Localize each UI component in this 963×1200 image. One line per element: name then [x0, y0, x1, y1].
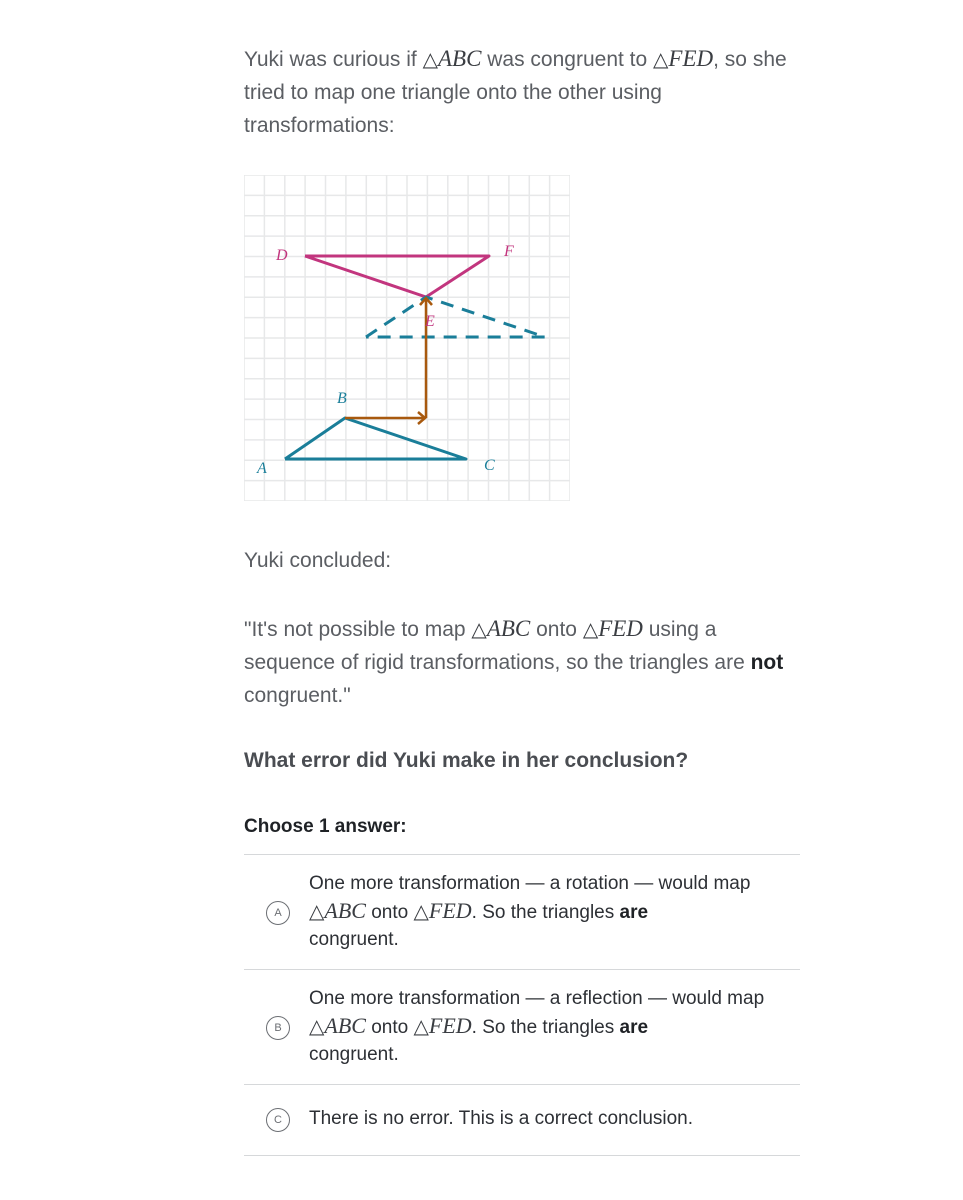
choice-c-letter-icon: C	[266, 1108, 290, 1132]
choice-text: One more transformation — a rotation — would map	[309, 873, 751, 894]
quote-text: congruent."	[244, 684, 351, 707]
triangle-symbol: △	[422, 47, 438, 71]
quote-text: "It's not possible to map	[244, 618, 472, 641]
quote-text: onto	[530, 618, 583, 641]
concluded-text: Yuki concluded:	[244, 549, 392, 572]
math-triangle-fed	[653, 46, 713, 71]
math-triangle-abc	[423, 46, 482, 71]
intro-paragraph	[244, 42, 800, 142]
math-abc: ABC	[324, 898, 366, 923]
choice-a-text	[309, 870, 789, 953]
choice-bold: are	[619, 1017, 649, 1038]
quote-text: using a sequence of rigid transformations, so the triangles are	[244, 618, 751, 674]
label-c: C	[484, 457, 495, 474]
intro-text: was congruent to	[481, 48, 654, 71]
intro-text: , so she tried to map one triangle onto the other using transformations:	[244, 48, 787, 137]
triangle-symbol: △	[582, 617, 599, 641]
choice-text: congruent.	[309, 1044, 399, 1065]
label-d: D	[276, 247, 288, 264]
quote-bold-not: not	[750, 651, 784, 674]
question-prompt: What error did Yuki make in her conclusion?	[244, 749, 689, 772]
math-triangle-fed	[583, 616, 643, 641]
choice-text: congruent.	[309, 929, 399, 950]
choose-label: Choose 1 answer:	[244, 816, 407, 837]
triangle-symbol: △	[653, 47, 669, 71]
choice-text: onto	[365, 1017, 414, 1038]
choice-text: . So the triangles	[471, 1017, 620, 1038]
math-triangle-abc	[309, 1013, 366, 1038]
triangle-symbol: △	[413, 1014, 429, 1038]
math-triangle-abc	[471, 616, 530, 641]
math-abc: ABC	[486, 616, 531, 641]
math-triangle-fed	[414, 898, 472, 923]
triangle-abc	[285, 418, 466, 459]
choice-text: onto	[365, 902, 414, 923]
choice-b-letter-icon: B	[266, 1016, 290, 1040]
label-b: B	[337, 390, 347, 407]
choice-c-text: There is no error. This is a correct conclusion.	[309, 1108, 694, 1129]
choice-bold: are	[619, 902, 649, 923]
intro-text: Yuki was curious if	[244, 48, 423, 71]
label-a: A	[257, 460, 267, 477]
math-triangle-fed	[414, 1013, 472, 1038]
answer-choices	[244, 854, 800, 1156]
math-abc: ABC	[324, 1013, 366, 1038]
choice-text: . So the triangles	[471, 902, 620, 923]
math-fed: FED	[428, 1013, 472, 1038]
math-triangle-abc	[309, 898, 366, 923]
label-e: E	[425, 313, 435, 330]
math-fed: FED	[428, 898, 472, 923]
quote-paragraph	[244, 612, 800, 712]
choice-b-text	[309, 985, 789, 1068]
triangle-symbol: △	[471, 617, 487, 641]
triangle-symbol: △	[413, 899, 429, 923]
choice-a[interactable]	[244, 855, 800, 970]
math-abc: ABC	[437, 46, 482, 71]
triangle-symbol: △	[309, 899, 325, 923]
math-fed: FED	[598, 616, 643, 641]
choice-text: One more transformation — a reflection — would map	[309, 988, 765, 1009]
label-f: F	[504, 243, 514, 260]
choice-c[interactable]	[244, 1085, 800, 1156]
math-fed: FED	[668, 46, 714, 71]
choice-a-letter-icon: A	[266, 901, 290, 925]
choice-b[interactable]	[244, 970, 800, 1085]
transformation-figure	[244, 175, 570, 501]
triangle-symbol: △	[309, 1014, 325, 1038]
